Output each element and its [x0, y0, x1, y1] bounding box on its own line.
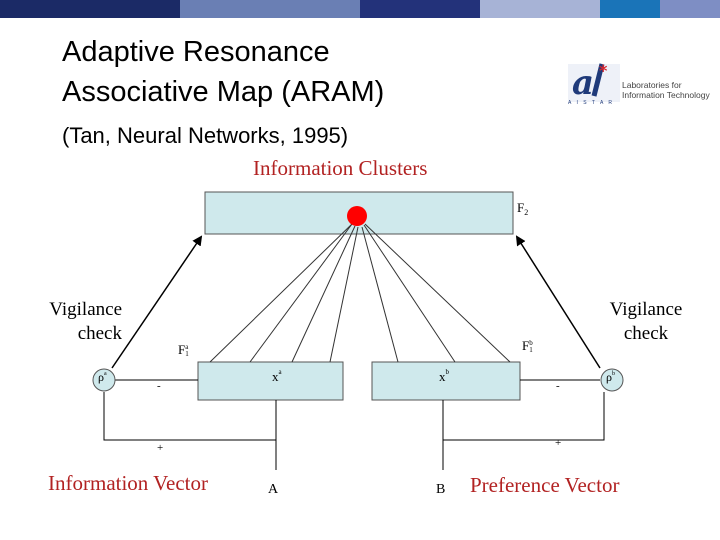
- f1a-field: [198, 362, 343, 400]
- connection-fan: [210, 224, 510, 362]
- f2-label-sub: 2: [524, 208, 529, 217]
- plus-right-label: +: [555, 437, 562, 449]
- xa-label-text: x: [272, 369, 279, 384]
- xb-label: [439, 368, 449, 385]
- logo-text-line2: Information Technology: [622, 90, 710, 100]
- xa-label: [272, 368, 282, 385]
- input-a-label: A: [268, 482, 279, 497]
- connection-line: [292, 226, 355, 362]
- f1a-label-sup: a: [185, 343, 189, 351]
- f1b-label-sub: 1: [529, 346, 533, 354]
- vigilance-right-line2: check: [623, 323, 669, 344]
- logo-text-line1: Laboratories for: [622, 80, 682, 90]
- rho-a-label-sup: a: [104, 371, 107, 377]
- connection-line: [365, 224, 510, 362]
- vigilance-right-label: [604, 298, 688, 346]
- input-b-label: B: [436, 482, 446, 497]
- vigilance-right-line1: Vigilance: [609, 299, 683, 320]
- preference-vector-label: Preference Vector: [470, 473, 620, 497]
- connection-line: [250, 224, 352, 362]
- rho-b-label-text: ρ: [606, 370, 612, 384]
- citation: (Tan, Neural Networks, 1995): [62, 123, 349, 148]
- vigilance-left-label: [44, 298, 122, 346]
- vigilance-left-line2: check: [77, 323, 122, 344]
- connection-line: [362, 227, 398, 362]
- vigilance-left-line1: Vigilance: [49, 299, 122, 320]
- f1a-label-sub: 1: [185, 350, 189, 358]
- winning-node: [347, 206, 367, 226]
- logo-wordmark: A I S T A R: [568, 100, 614, 106]
- f1b-label-text: F: [522, 338, 530, 353]
- slide-title-line2: Associative Map (ARAM): [62, 76, 385, 108]
- slide-title-line1: Adaptive Resonance: [62, 36, 330, 68]
- f2-label: [517, 200, 528, 217]
- connection-line: [364, 225, 455, 362]
- plus-left-label: +: [157, 442, 164, 454]
- xa-label-sup: a: [278, 368, 282, 376]
- logo-star-icon: *: [599, 61, 608, 80]
- information-clusters-label: Information Clusters: [253, 156, 428, 180]
- rho-a-label-text: ρ: [98, 370, 104, 384]
- information-vector-label: Information Vector: [48, 471, 208, 495]
- minus-right-label: -: [556, 380, 560, 392]
- rho-b-label: [606, 370, 615, 385]
- connection-line: [210, 224, 352, 362]
- xb-label-text: x: [439, 369, 446, 384]
- f1a-label-text: F: [178, 342, 186, 357]
- f1a-label: [178, 342, 189, 358]
- f1b-label: [522, 338, 533, 354]
- xb-label-sup: b: [445, 368, 449, 376]
- f1b-label-sup: b: [529, 339, 533, 347]
- minus-left-label: -: [157, 380, 161, 392]
- rho-b-label-sup: b: [612, 371, 615, 377]
- logo-letter-a-icon: a: [572, 63, 595, 103]
- rho-a-label: [98, 370, 107, 385]
- f2-label-text: F: [517, 200, 525, 215]
